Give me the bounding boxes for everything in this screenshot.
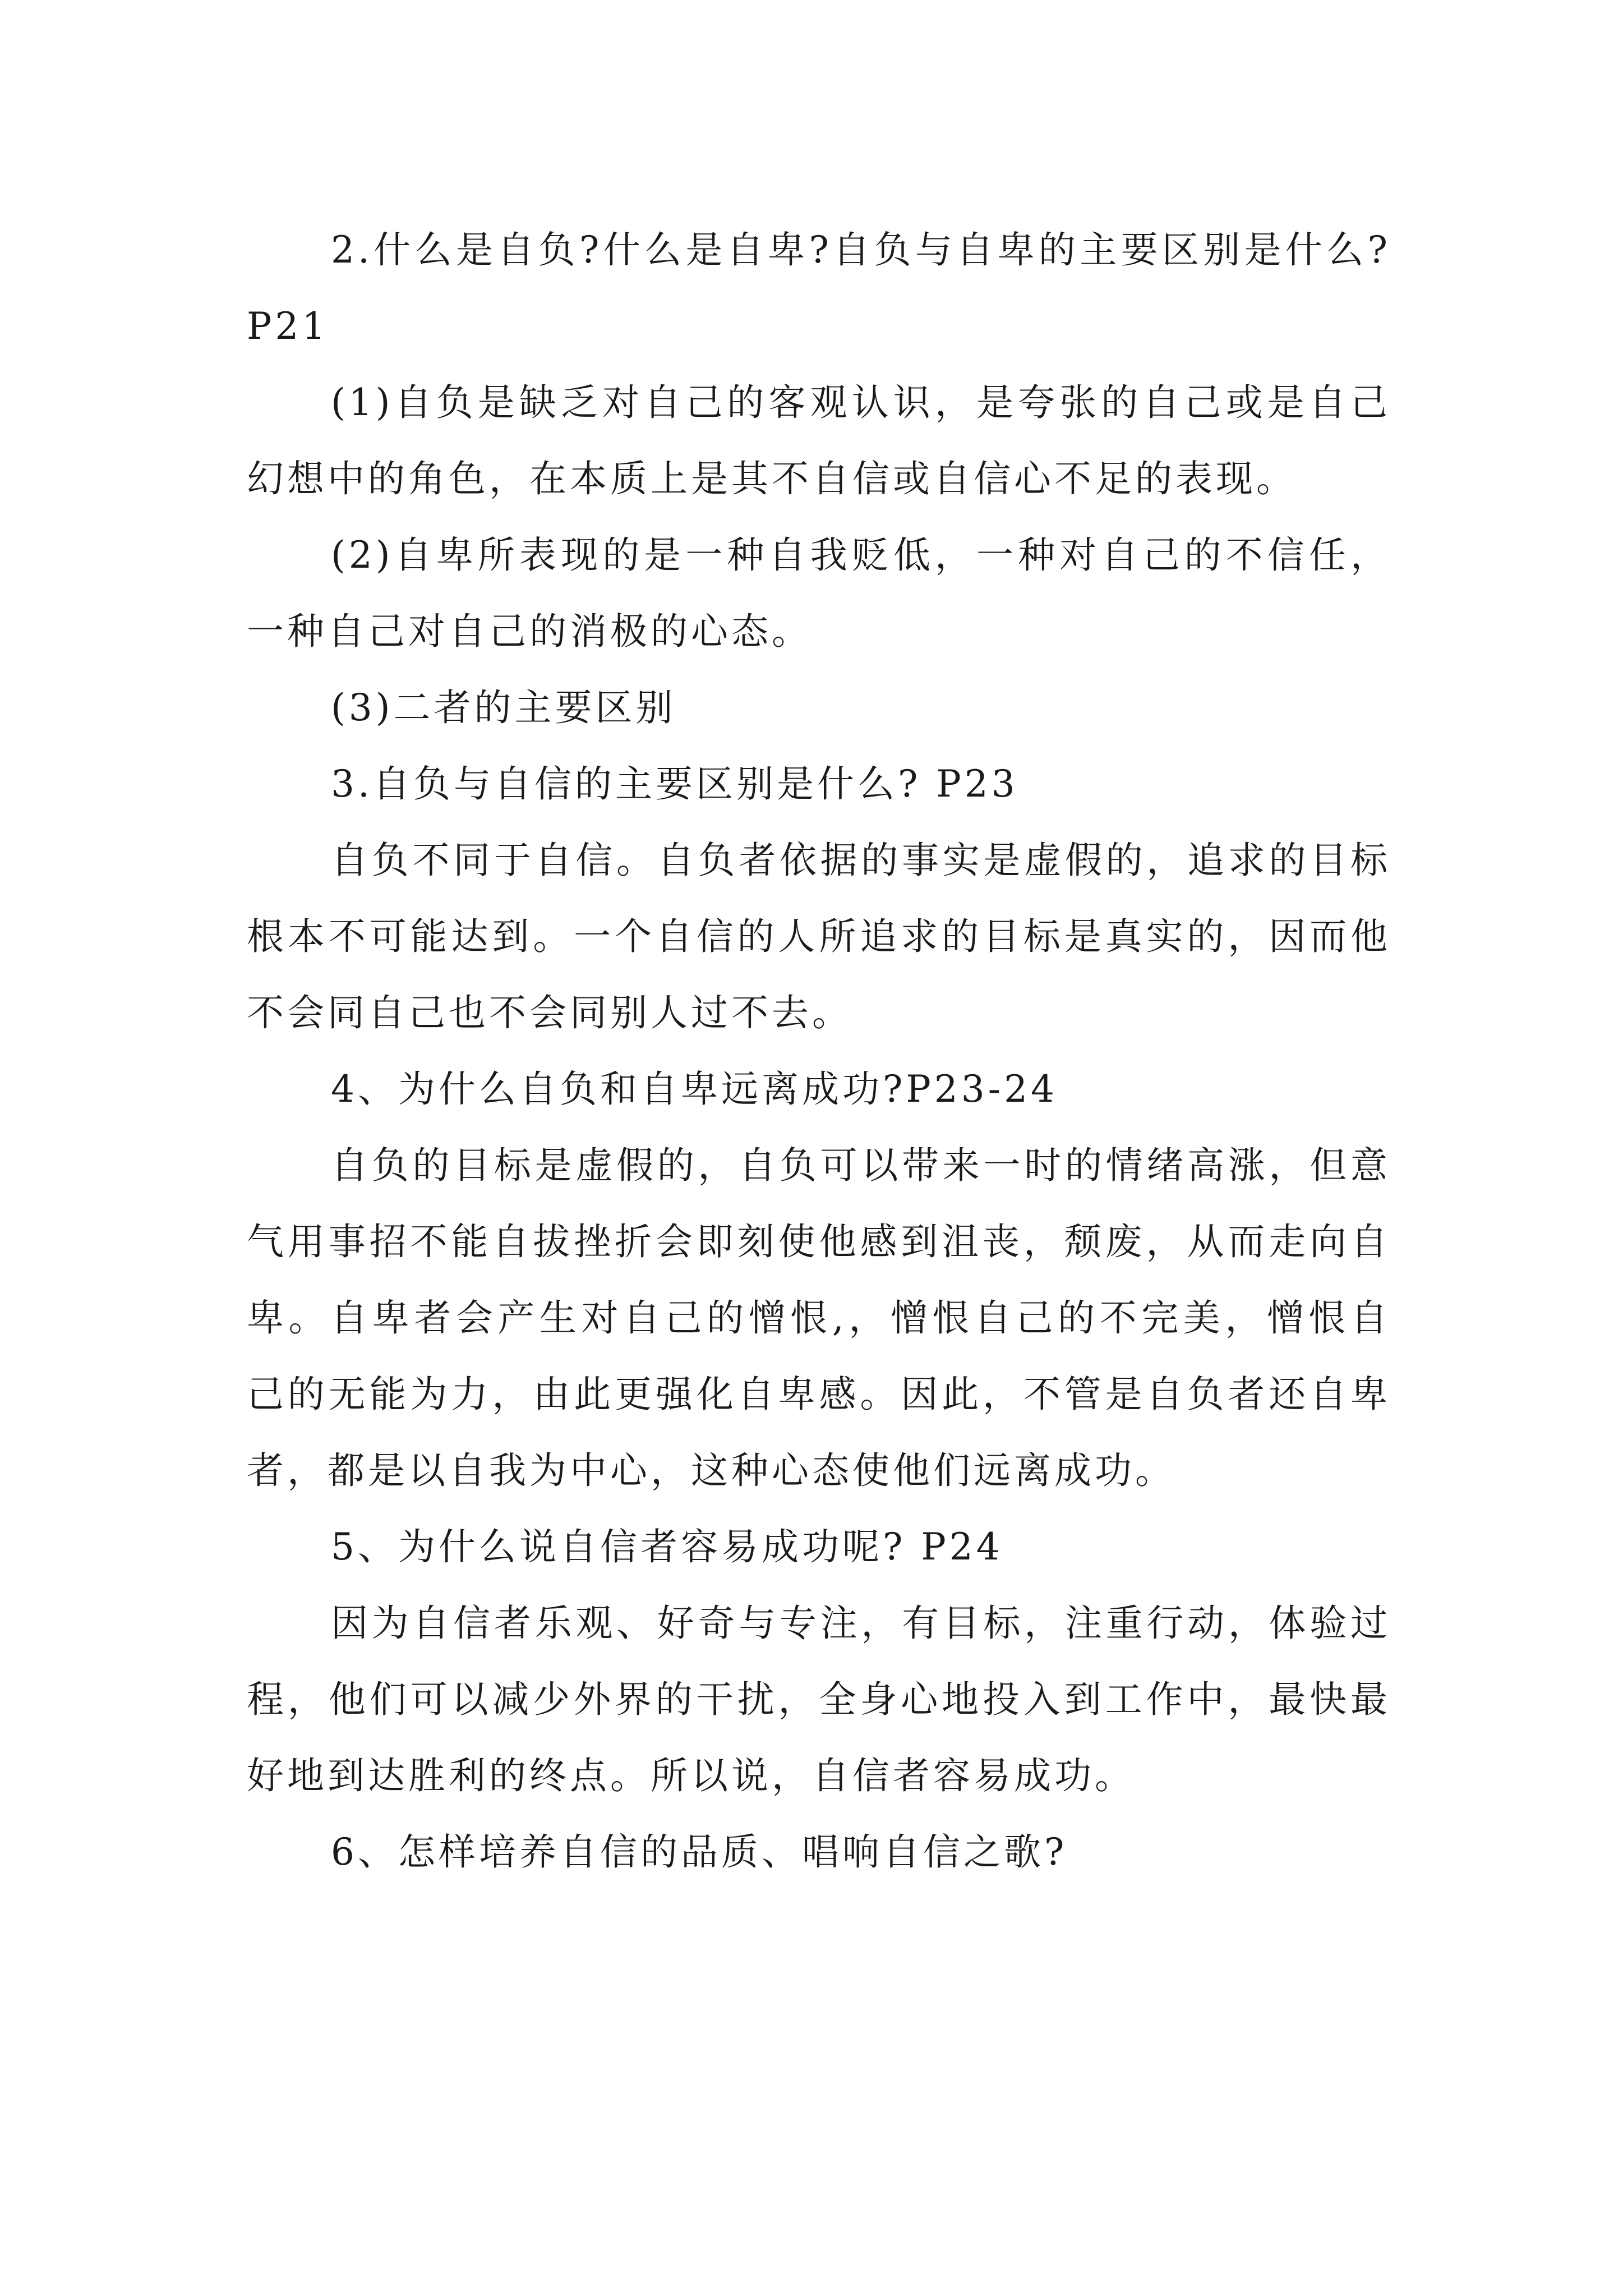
answer-point-3: (3)二者的主要区别 bbox=[331, 686, 676, 729]
question-heading-3: 3.自负与自信的主要区别是什么? P23 bbox=[331, 762, 1018, 806]
document-body bbox=[247, 212, 1391, 1890]
answer-point-1: (1)自负是缺乏对自己的客观认识，是夸张的自己或是自己幻想中的角色，在本质上是其不自信或自信心不足的表现。 bbox=[247, 381, 1391, 500]
answer-point-2: (2)自卑所表现的是一种自我贬低，一种对自己的不信任，一种自己对自己的消极的心态。 bbox=[247, 533, 1391, 653]
question-heading-2: 2.什么是自负?什么是自卑?自负与自卑的主要区别是什么? P21 bbox=[247, 228, 1391, 348]
question-heading-4: 4、为什么自负和自卑远离成功?P23-24 bbox=[331, 1068, 1058, 1111]
answer-paragraph-4: 自负的目标是虚假的，自负可以带来一时的情绪高涨，但意气用事招不能自拔挫折会即刻使他感到沮丧，颓废，从而走向自卑。自卑者会产生对自己的憎恨,，憎恨自己的不完美，憎恨自己的无能为力，由此更强化自卑感。因此，不管是自负者还自卑者，都是以自我为中心，这种心态使他们远离成功。 bbox=[247, 1144, 1391, 1492]
question-heading-5: 5、为什么说自信者容易成功呢? P24 bbox=[331, 1525, 1003, 1568]
answer-paragraph-5: 因为自信者乐观、好奇与专注，有目标，注重行动，体验过程，他们可以减少外界的干扰，全身心地投入到工作中，最快最好地到达胜利的终点。所以说，自信者容易成功。 bbox=[247, 1602, 1391, 1797]
answer-paragraph-3: 自负不同于自信。自负者依据的事实是虚假的，追求的目标根本不可能达到。一个自信的人所追求的目标是真实的，因而他不会同自己也不会同别人过不去。 bbox=[247, 839, 1391, 1034]
question-heading-6: 6、怎样培养自信的品质、唱响自信之歌? bbox=[331, 1830, 1068, 1874]
